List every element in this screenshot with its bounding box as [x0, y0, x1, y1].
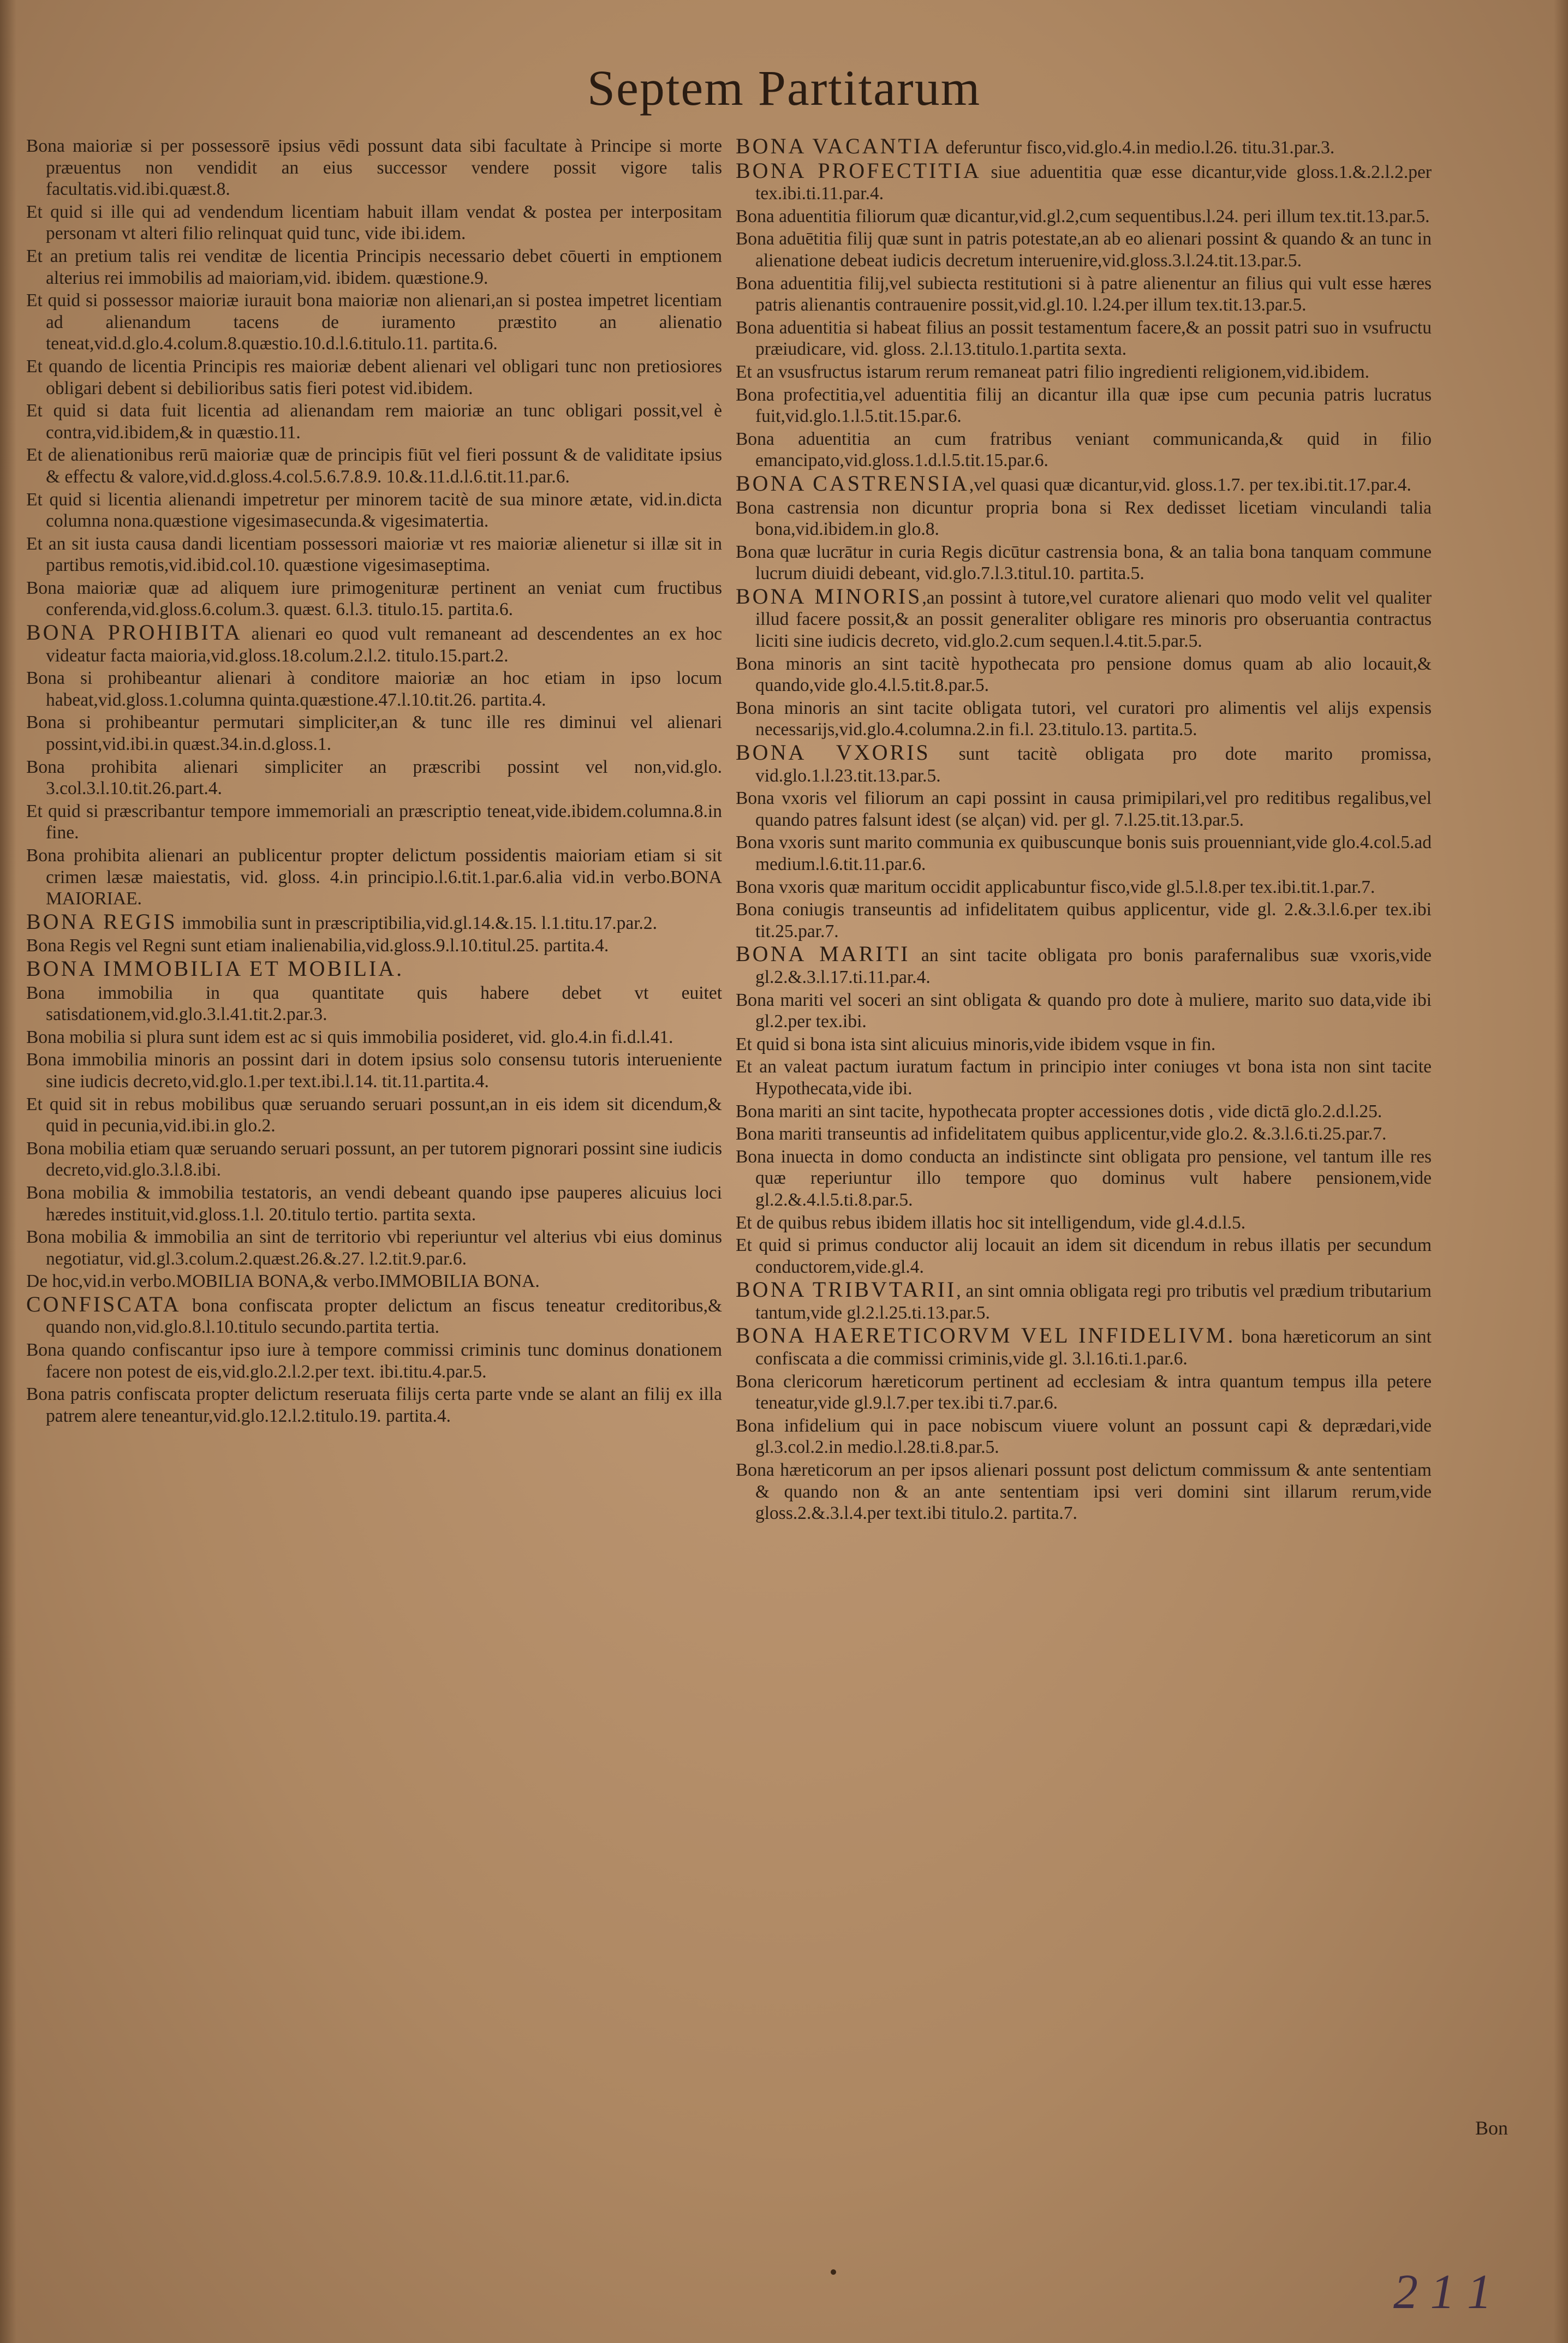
catchword: Bon	[1475, 2117, 1508, 2139]
index-entry	[736, 832, 1432, 875]
entry-text: Bona vxoris vel filiorum an capi possint in causa primipilari,vel pro reditibus regalibus,vel quando patres falsunt idest (se alçan) vid. per gl. 7.l.25.tit.13.par.5.	[736, 788, 1432, 830]
entry-lemma: BONA HAERETICORVM VEL INFIDELIVM.	[736, 1323, 1236, 1348]
index-entry	[26, 356, 722, 399]
entry-lemma: BONA MARITI	[736, 941, 910, 967]
entry-text: Bona si prohibeantur alienari à conditore maioriæ an hoc etiam in ipso locum habeat,vid.gloss.1.columna quinta.quæstione.47.l.10.tit.26. partita.4.	[26, 668, 722, 710]
index-entry	[26, 756, 722, 800]
index-entry	[26, 667, 722, 711]
index-entry	[26, 201, 722, 245]
entry-text: Bona quæ lucrātur in curia Regis dicūtur castrensia bona, & an talia bona tanquam commune lucrum diuidi debeant, vid.glo.7.l.3.titul.10. partita.5.	[736, 541, 1432, 584]
entry-text: Bona mobilia etiam quæ seruando seruari possunt, an per tutorem pignorari possint sine iudicis decreto,vid.glo.3.l.8.ibi.	[26, 1138, 722, 1181]
left-column	[26, 135, 722, 1428]
entry-text: Bona infidelium qui in pace nobiscum viuere volunt an possunt capi & deprædari,vide gl.3.col.2.in medio.l.28.ti.8.par.5.	[736, 1415, 1432, 1458]
entry-text: Et quando de licentia Principis res maioriæ debent alienari vel obligari tunc non pretiosiores obligari debent si debilioribus satis fieri potest vid.ibidem.	[26, 356, 722, 398]
page-edge-shadow-right	[1554, 0, 1568, 2343]
index-entry	[736, 428, 1432, 472]
entry-text: ,an possint à tutore,vel curatore alienari quo modo velit vel qualiter illud facere possit,& an possit generaliter obligare res minoris pro obseruantia contractus liciti sine iudicis decreto, vid.glo.2.cum sequen.l.4.tit.5.par.5.	[755, 587, 1432, 652]
entry-text: Et quid sit in rebus mobilibus quæ seruando seruari possunt,an in eis idem sit dicendum,& quid in pecunia,vid.ibi.in glo.2.	[26, 1094, 722, 1136]
index-entry	[26, 1049, 722, 1092]
index-entry	[26, 400, 722, 443]
index-entry	[736, 943, 1432, 988]
entry-text: Et an valeat pactum iuratum factum in principio inter coniuges vt bona ista non sint tacite Hypothecata,vide ibi.	[736, 1057, 1432, 1099]
index-entry	[26, 1226, 722, 1269]
index-entry	[736, 877, 1432, 898]
index-entry	[26, 444, 722, 487]
entry-text: siue aduentitia quæ esse dicantur,vide gloss.1.&.2.l.2.per tex.ibi.ti.11.par.4.	[755, 162, 1432, 204]
entry-text: Bona maioriæ si per possessorē ipsius vēdi possunt data sibi facultate à Principe si morte præuentus non vendidit an eius successor vendere possit vigore talis facultatis.vid.ibi.quæst.8.	[26, 136, 722, 200]
entry-lemma: BONA MINORIS	[736, 583, 922, 609]
entry-text: Bona coniugis transeuntis ad infidelitatem quibus applicentur, vide gl. 2.&.3.l.6.per tex.ibi tit.25.par.7.	[736, 899, 1432, 941]
index-entry	[736, 1146, 1432, 1211]
index-entry	[736, 361, 1432, 383]
entry-text: Bona patris confiscata propter delictum reseruata filijs certa parte vnde se alant an filij ex illa patrem alere teneantur,vid.glo.12.l.2.titulo.19. partita.4.	[26, 1384, 722, 1426]
entry-text: Bona prohibita alienari an publicentur propter delictum possidentis maioriam etiam si sit crimen læsæ maiestatis, vid. gloss. 4.in principio.l.6.tit.1.par.6.alia vid.in verbo.BONA MAIORIAE.	[26, 845, 722, 909]
index-entry	[736, 697, 1432, 741]
entry-text: Et an vsusfructus istarum rerum remaneat patri filio ingredienti religionem,vid.ibidem.	[736, 361, 1370, 382]
running-head: Septem Partitarum	[587, 60, 981, 116]
entry-text: Bona minoris an sint tacitè hypothecata pro pensione domus quam ab alio locauit,& quando,vide glo.4.l.5.tit.8.par.5.	[736, 653, 1432, 696]
index-entry	[736, 1415, 1432, 1458]
entry-text: Bona aduentitia si habeat filius an possit testamentum facere,& an possit patri suo in vsufructu præiudicare, vid. gloss. 2.l.13.titulo.1.partita sexta.	[736, 317, 1432, 360]
index-entry	[26, 290, 722, 355]
index-entry	[736, 160, 1432, 205]
entry-text: Bona minoris an sint tacite obligata tutori, vel curatori pro alimentis vel alijs expensis necessarijs,vid.glo.4.columna.2.in fi.l. 23.titulo.13. partita.5.	[736, 697, 1432, 740]
index-entry	[736, 135, 1432, 159]
entry-text: bona confiscata propter delictum an fiscus teneatur creditoribus,& quando non,vid.glo.8.l.10.titulo secundo.partita tertia.	[46, 1295, 722, 1338]
index-entry	[736, 541, 1432, 585]
folio-number: 2 1 1	[1393, 2265, 1492, 2319]
entry-lemma: BONA CASTRENSIA	[736, 470, 969, 496]
entry-lemma: BONA TRIBVTARII	[736, 1277, 957, 1302]
index-entry	[26, 246, 722, 289]
entry-text: Bona mobilia & immobilia an sint de territorio vbi reperiuntur vel alterius vbi eius dominus negotiatur, vid.gl.3.colum.2.quæst.26.&.27. l.2.tit.9.par.6.	[26, 1227, 722, 1269]
entry-text: Et quid si bona ista sint alicuius minoris,vide ibidem vsque in fin.	[736, 1034, 1216, 1054]
index-entry	[26, 1384, 722, 1427]
entry-text: Bona castrensia non dicuntur propria bona si Rex dedisset licetiam vinculandi talia bona,vid.ibidem.in glo.8.	[736, 497, 1432, 540]
entry-text: Et an sit iusta causa dandi licentiam possessori maioriæ vt res maioriæ alienetur si illæ sit in partibus remotis,vid.ibid.col.10. quæstione vigesimaseptima.	[26, 533, 722, 576]
index-entry	[736, 899, 1432, 942]
entry-text: Et de alienationibus rerū maioriæ quæ de principis fiūt vel fieri possunt & de validitate ipsius & effectu & valore,vid.d.gloss.4.col.5.6.7.8.9. 10.&.11.d.l.6.tit.11.par.6.	[26, 445, 722, 487]
index-entry	[26, 1138, 722, 1181]
entry-text: Bona vxoris sunt marito communia ex quibuscunque bonis suis prouenniant,vide glo.4.col.5.ad medium.l.6.tit.11.par.6.	[736, 832, 1432, 874]
index-entry	[736, 1034, 1432, 1056]
index-entry	[26, 1339, 722, 1382]
entry-text: Bona aduentitia an cum fratribus veniant communicanda,& quid in filio emancipato,vid.gloss.1.d.l.5.tit.15.par.6.	[736, 428, 1432, 471]
entry-text: Et quid si licentia alienandi impetretur per minorem tacitè de sua minore ætate, vid.in.dicta columna nona.quæstione vigesimasecunda.& vigesimatertia.	[26, 489, 722, 532]
entry-text: De hoc,vid.in verbo.MOBILIA BONA,& verbo.IMMOBILIA BONA.	[26, 1271, 540, 1292]
entry-text: Bona maioriæ quæ ad aliquem iure primogenituræ pertinent an veniat cum fructibus conferenda,vid.gloss.6.colum.3. quæst. 6.l.3. titulo.15. partita.6.	[26, 577, 722, 620]
entry-text: sunt tacitè obligata pro dote marito promissa, vid.glo.1.l.23.tit.13.par.5.	[755, 744, 1432, 786]
entry-text: Bona hæreticorum an per ipsos alienari possunt post delictum commissum & ante sententiam & quando non & an ante sententiam ipsi veri domini sint illarum rerum,vide gloss.2.&.3.l.4.per text.ibi titulo.2. partita.7.	[736, 1460, 1432, 1524]
index-entry	[736, 1101, 1432, 1123]
ink-dot	[831, 2269, 836, 2275]
index-entry	[26, 982, 722, 1026]
entry-text: ,vel quasi quæ dicantur,vid. gloss.1.7. per tex.ibi.tit.17.par.4.	[969, 474, 1411, 495]
index-entry	[26, 1027, 722, 1048]
entry-text: Et quid si ille qui ad vendendum licentiam habuit illam vendat & postea per interpositam personam vt alteri filio relinquat quid tunc, vide ibi.idem.	[26, 201, 722, 244]
entry-text: an sint tacite obligata pro bonis parafernalibus suæ vxoris,vide gl.2.&.3.l.17.ti.11.par.4.	[755, 945, 1432, 987]
entry-text: Et quid si primus conductor alij locauit an idem sit dicendum in rebus illatis per secundum conductorem,vide.gl.4.	[736, 1235, 1432, 1277]
index-entry	[736, 1459, 1432, 1524]
entry-text: Bona vxoris quæ maritum occidit applicabuntur fisco,vide gl.5.l.8.per tex.ibi.tit.1.par.7.	[736, 877, 1375, 897]
index-entry	[736, 788, 1432, 831]
entry-text: Bona prohibita alienari simpliciter an præscribi possint vel non,vid.glo. 3.col.3.l.10.tit.26.part.4.	[26, 756, 722, 799]
entry-text: bona hæreticorum an sint confiscata a die commissi criminis,vide gl. 3.l.16.ti.1.par.6.	[755, 1327, 1432, 1369]
index-entry	[26, 845, 722, 910]
entry-text: Bona Regis vel Regni sunt etiam inalienabilia,vid.gloss.9.l.10.titul.25. partita.4.	[26, 935, 609, 956]
entry-text: Bona immobilia in qua quantitate quis habere debet vt euitet satisdationem,vid.glo.3.l.41.tit.2.par.3.	[26, 982, 722, 1025]
index-entry	[26, 958, 722, 981]
index-entry	[26, 533, 722, 576]
index-entry	[736, 470, 1432, 496]
page-edge-shadow-left	[0, 0, 16, 2343]
entry-text: deferuntur fisco,vid.glo.4.in medio.l.26. titu.31.par.3.	[941, 138, 1335, 158]
entry-lemma: CONFISCATA	[26, 1291, 181, 1316]
entry-text: Et de quibus rebus ibidem illatis hoc sit intelligendum, vide gl.4.d.l.5.	[736, 1212, 1246, 1233]
index-entry	[736, 1056, 1432, 1099]
entry-text: Bona aduentitia filij,vel subiecta restitutioni si à patre alienentur an filius qui vult esse hæres patris alienantis contrauenire possit,vid.gl.10. l.24.per illum tex.tit.13.par.5.	[736, 273, 1432, 315]
index-entry	[736, 1371, 1432, 1414]
index-entry	[26, 935, 722, 957]
entry-lemma: BONA IMMOBILIA ET MOBILIA.	[26, 956, 404, 981]
entry-text: Bona mariti transeuntis ad infidelitatem quibus applicentur,vide glo.2. &.3.l.6.ti.25.par.7.	[736, 1124, 1387, 1144]
index-entry	[26, 1094, 722, 1137]
entry-lemma: BONA VACANTIA	[736, 134, 941, 158]
index-entry	[736, 742, 1432, 786]
index-entry	[736, 1279, 1432, 1323]
index-entry	[26, 712, 722, 755]
index-entry	[736, 1212, 1432, 1234]
entry-text: Bona mariti vel soceri an sint obligata & quando pro dote à muliere, marito suo data,vide ibi gl.2.per tex.ibi.	[736, 989, 1432, 1032]
index-entry	[736, 228, 1432, 271]
entry-text: Et quid si præscribantur tempore immemoriali an præscriptio teneat,vide.ibidem.columna.8.in fine.	[26, 801, 722, 843]
entry-lemma: BONA PROHIBITA	[26, 620, 242, 645]
index-entry	[26, 577, 722, 621]
entry-text: Et quid si data fuit licentia ad alienandam rem maioriæ an tunc obligari possit,vel è contra,vid.ibidem,& in quæstio.11.	[26, 401, 722, 443]
entry-text: Bona quando confiscantur ipso iure à tempore commissi criminis tunc dominus donationem facere non potest de eis,vid.glo.2.l.2.per text. ibi.titu.4.par.5.	[26, 1340, 722, 1382]
entry-text: alienari eo quod vult remaneant ad descendentes an ex hoc videatur facta maioria,vid.gloss.18.colum.2.l.2. titulo.15.part.2.	[46, 624, 722, 666]
index-entry	[736, 1235, 1432, 1278]
entry-lemma: BONA PROFECTITIA	[736, 158, 981, 183]
entry-text: Bona si prohibeantur permutari simpliciter,an & tunc ille res diminui vel alienari possint,vid.ibi.in quæst.34.in.d.gloss.1.	[26, 712, 722, 755]
entry-text: Bona inuecta in domo conducta an indistincte sint obligata pro pensione, vel tantum ille res quæ reperiuntur illo tempore quo dominus vult habere pensionem,vide gl.2.&.4.l.5.ti.8.par.5.	[736, 1146, 1432, 1210]
entry-text: Et quid si possessor maioriæ iurauit bona maioriæ non alienari,an si postea impetret licentiam ad alienandum tacens de iuramento præstito an alienatio teneat,vid.d.glo.4.colum.8.quæstio.10.d.l.6.titulo.11. partita.6.	[26, 290, 722, 354]
entry-text: Bona clericorum hæreticorum pertinent ad ecclesiam & intra quantum tempus illa petere teneatur,vide gl.9.l.7.per tex.ibi ti.7.par.6.	[736, 1371, 1432, 1414]
index-entry	[26, 135, 722, 200]
index-entry	[736, 317, 1432, 360]
index-entry	[736, 273, 1432, 316]
index-entry	[736, 653, 1432, 696]
index-entry	[26, 489, 722, 532]
index-entry	[736, 583, 1432, 652]
entry-lemma: BONA REGIS	[26, 909, 177, 934]
entry-text: Bona aduentitia filiorum quæ dicantur,vid.gl.2,cum sequentibus.l.24. peri illum tex.tit.13.par.5.	[736, 206, 1430, 226]
index-entry	[736, 384, 1432, 427]
entry-text: Bona profectitia,vel aduentitia filij an dicantur illa quæ ipse cum pecunia patris lucratus fuit,vid.glo.1.l.5.tit.15.par.6.	[736, 384, 1432, 427]
entry-lemma: BONA VXORIS	[736, 740, 931, 765]
entry-text: Et an pretium talis rei venditæ de licentia Principis necessario debet cōuerti in emptionem alterius rei immobilis ad maioriam,vid. ibidem. quæstione.9.	[26, 246, 722, 288]
index-entry	[736, 206, 1432, 228]
index-entry	[736, 1325, 1432, 1369]
entry-text: immobilia sunt in præscriptibilia,vid.gl.14.&.15. l.1.titu.17.par.2.	[177, 913, 658, 933]
index-entry	[26, 1293, 722, 1338]
entry-text: Bona aduētitia filij quæ sunt in patris potestate,an ab eo alienari possint & quando & an tunc in alienatione debeat iudicis decretum interuenire,vid.gloss.3.l.24.tit.13.par.5.	[736, 229, 1432, 271]
index-entry	[26, 622, 722, 666]
entry-text: Bona mobilia si plura sunt idem est ac si quis immobilia posideret, vid. glo.4.in fi.d.l.41.	[26, 1027, 673, 1047]
index-entry	[26, 1271, 722, 1292]
index-entry	[736, 1123, 1432, 1145]
index-entry	[736, 989, 1432, 1033]
right-column	[736, 135, 1432, 1525]
entry-text: Bona immobilia minoris an possint dari in dotem ipsius solo consensu tutoris interueniente sine iudicis decreto,vid.glo.1.per text.ibi.l.14. tit.11.partita.4.	[26, 1050, 722, 1092]
entry-text: Bona mariti an sint tacite, hypothecata propter accessiones dotis , vide dictā glo.2.d.l.25.	[736, 1101, 1382, 1122]
index-entry	[736, 497, 1432, 540]
index-entry	[26, 801, 722, 844]
entry-text: , an sint omnia obligata regi pro tributis vel prædium tributarium tantum,vide gl.2.l.25.ti.13.par.5.	[755, 1281, 1432, 1323]
entry-text: Bona mobilia & immobilia testatoris, an vendi debeant quando ipse pauperes alicuius loci hæredes instituit,vid.gloss.1.l. 20.titulo tertio. partita sexta.	[26, 1182, 722, 1225]
index-entry	[26, 911, 722, 934]
index-entry	[26, 1182, 722, 1225]
